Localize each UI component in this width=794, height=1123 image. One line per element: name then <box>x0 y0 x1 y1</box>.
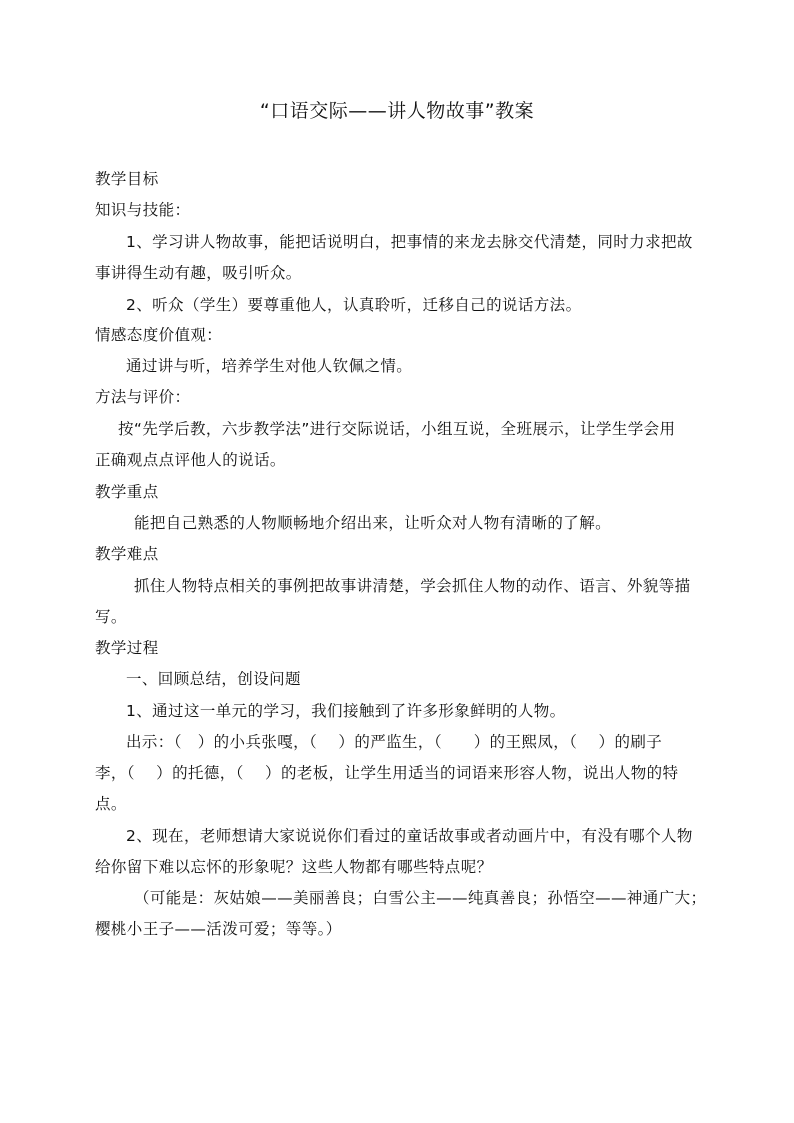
paragraph-line: 给你留下难以忘怀的形象呢？这些人物都有哪些特点呢？ <box>95 858 493 876</box>
heading-teaching-goals: 教学目标 <box>95 170 159 188</box>
paragraph-line: 樱桃小王子——活泼可爱；等等。） <box>95 920 342 938</box>
paragraph-line: 李，（ ）的托德，（ ）的老板，让学生用适当的词语来形容人物，说出人物的特 <box>95 764 679 782</box>
paragraph-line: 正确观点点评他人的说话。 <box>95 451 286 469</box>
document-title: “口语交际——讲人物故事”教案 <box>259 100 535 122</box>
paragraph-line: 按“先学后教，六步教学法”进行交际说话，小组互说，全班展示，让学生学会用 <box>118 420 676 438</box>
paragraph-line: 2、听众（学生）要尊重他人，认真聆听，迁移自己的说话方法。 <box>126 296 582 314</box>
paragraph-line: 通过讲与听，培养学生对他人钦佩之情。 <box>126 357 413 375</box>
paragraph-line: 1、通过这一单元的学习，我们接触到了许多形象鲜明的人物。 <box>126 702 566 720</box>
paragraph-line: 1、学习讲人物故事，能把话说明白，把事情的来龙去脉交代清楚，同时力求把故 <box>126 233 693 251</box>
section-heading: 一、回顾总结，创设问题 <box>126 670 301 688</box>
paragraph-line: （可能是：灰姑娘——美丽善良；白雪公主——纯真善良；孙悟空——神通广大； <box>134 889 707 907</box>
heading-teaching-focus: 教学重点 <box>95 483 159 501</box>
heading-teaching-difficulty: 教学难点 <box>95 545 159 563</box>
subheading-knowledge-skills: 知识与技能： <box>95 201 191 219</box>
paragraph-line: 抓住人物特点相关的事例把故事讲清楚，学会抓住人物的动作、语言、外貌等描 <box>134 577 691 595</box>
subheading-emotion-values: 情感态度价值观： <box>95 326 223 344</box>
paragraph-line: 出示：（ ）的小兵张嘎，（ ）的严监生，（ ）的王熙凤，（ ）的刷子 <box>126 733 663 751</box>
paragraph-line: 能把自己熟悉的人物顺畅地介绍出来，让听众对人物有清晰的了解。 <box>134 514 612 532</box>
paragraph-line: 写。 <box>95 608 127 626</box>
heading-teaching-process: 教学过程 <box>95 639 159 657</box>
paragraph-line: 事讲得生动有趣，吸引听众。 <box>95 264 302 282</box>
subheading-methods-evaluation: 方法与评价： <box>95 388 191 406</box>
paragraph-line: 点。 <box>95 795 127 813</box>
paragraph-line: 2、现在，老师想请大家说说你们看过的童话故事或者动画片中，有没有哪个人物 <box>126 827 693 845</box>
